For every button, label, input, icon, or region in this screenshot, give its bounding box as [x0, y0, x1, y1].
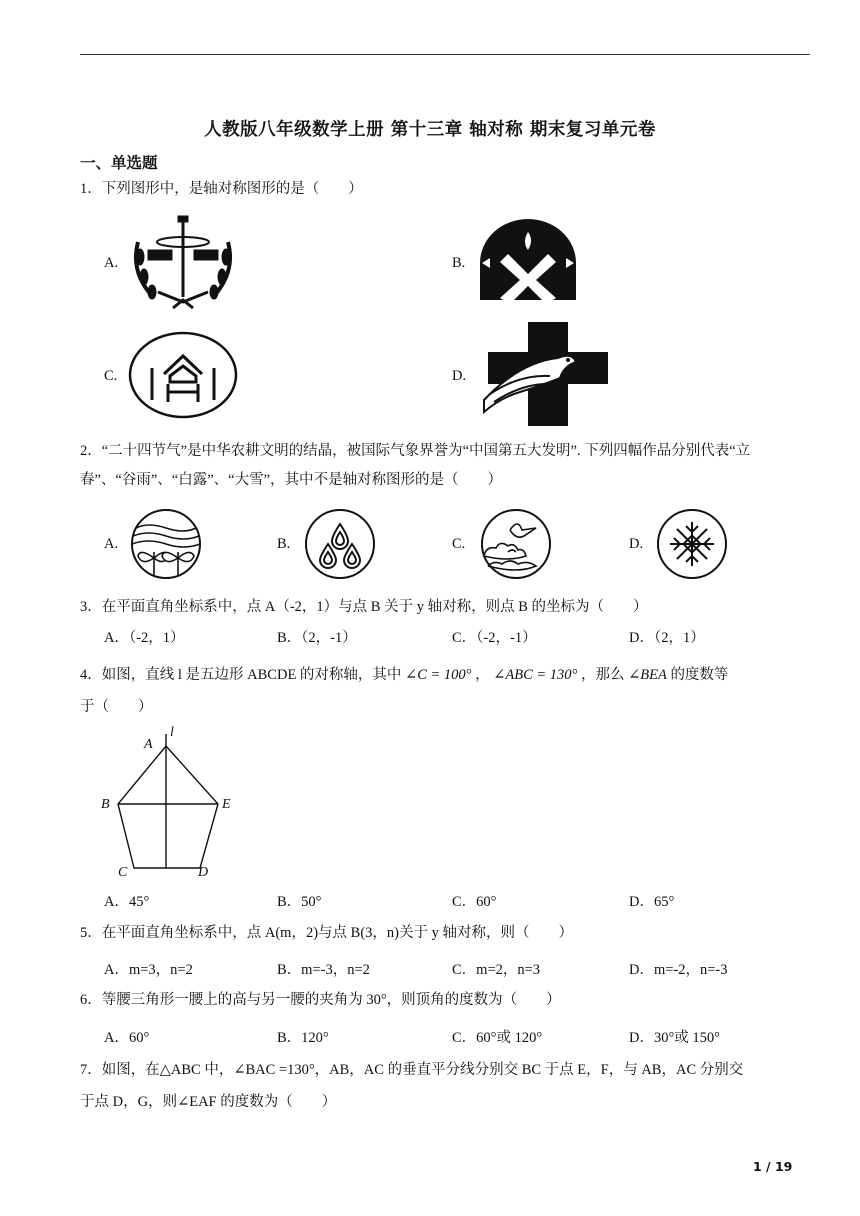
question-2-line-2: 春”、“谷雨”、“白露”、“大雪”，其中不是轴对称图形的是（ ）: [80, 472, 503, 488]
q6-option-d: D．30°或 150°: [629, 1030, 720, 1046]
q6-option-c: C．60°或 120°: [452, 1030, 543, 1046]
label-c: C: [118, 865, 128, 880]
label-b: B: [101, 797, 110, 812]
q2-option-b-label: B.: [277, 536, 291, 552]
question-4-line-2: 于（ ）: [80, 699, 153, 715]
question-3-stem: 3．在平面直角坐标系中，点 A（-2，1）与点 B 关于 y 轴对称，则点 B 的坐标为（ ）: [80, 599, 648, 615]
label-e: E: [222, 797, 231, 812]
q5-option-d: D．m=-2，n=-3: [629, 962, 728, 978]
q5-option-a: A．m=3，n=2: [104, 962, 193, 978]
q4-option-a: A．45°: [104, 894, 150, 910]
q2-grain-rain-drops-icon: [302, 508, 378, 580]
q6-option-b: B．120°: [277, 1030, 329, 1046]
q1-option-a-label: A.: [104, 255, 119, 271]
q4-pentagon-figure: [96, 722, 246, 882]
question-4-line-1: 4．如图，直线 l 是五边形 ABCDE 的对称轴，其中 ∠C = 100° ， ∠ABC = 130° ，那么 ∠BEA 的度数等: [80, 667, 729, 683]
header-rule: [80, 54, 810, 55]
emphasis-word-1: 不: [313, 472, 329, 488]
section-heading: 一、单选题: [80, 154, 158, 172]
q1-emblem-cross-bird-icon: [480, 322, 608, 426]
page-number: 1 / 19: [753, 1159, 793, 1174]
q6-option-a: A．60°: [104, 1030, 150, 1046]
q4-option-c: C．60°: [452, 894, 497, 910]
angle-abc-expression: ∠ABC = 130°: [493, 667, 578, 683]
q3-option-b: B．（2，-1）: [277, 630, 357, 646]
question-5-stem: 5．在平面直角坐标系中，点 A(m，2)与点 B(3，n)关于 y 轴对称，则（ ）: [80, 925, 573, 941]
q1-emblem-house-icon: [128, 330, 238, 420]
q1-option-b-label: B.: [452, 255, 466, 271]
question-7-line-2: 于点 D，G，则∠EAF 的度数为（ ）: [80, 1094, 337, 1110]
q1-option-d-label: D.: [452, 368, 467, 384]
question-2-line-1: 2．“二十四节气”是中华农耕文明的结晶，被国际气象界誉为“中国第五大发明”. 下列四幅作品分别代表“立: [80, 443, 751, 459]
q2-white-dew-bird-icon: [478, 508, 554, 580]
q2-option-d-label: D.: [629, 536, 644, 552]
q1-option-c-label: C.: [104, 368, 118, 384]
label-d: D: [198, 865, 209, 880]
q3-option-c: C．（-2，-1）: [452, 630, 537, 646]
q4-option-d: D．65°: [629, 894, 675, 910]
pentagon-abcde: [118, 746, 218, 868]
q2-option-a-label: A.: [104, 536, 119, 552]
q5-option-b: B．m=-3，n=2: [277, 962, 370, 978]
question-6-stem: 6．等腰三角形一腰上的高与另一腰的夹角为 30°，则顶角的度数为（ ）: [80, 992, 561, 1008]
page-title: 人教版八年级数学上册 第十三章 轴对称 期末复习单元卷: [204, 120, 656, 140]
label-a: A: [144, 737, 153, 752]
q2-spring-sprout-icon: [128, 508, 204, 580]
angle-c-expression: ∠C = 100°: [405, 667, 472, 683]
label-l: l: [170, 725, 174, 740]
q5-option-c: C．m=2，n=3: [452, 962, 541, 978]
question-7-line-1: 7．如图，在△ABC 中，∠BAC =130°，AB，AC 的垂直平分线分别交 BC 于点 E，F，与 AB，AC 分别交: [80, 1062, 744, 1078]
q3-option-d: D．（2，1）: [629, 630, 705, 646]
q3-option-a: A．（-2，1）: [104, 630, 185, 646]
q2-option-c-label: C.: [452, 536, 466, 552]
q1-emblem-wreath-icon: [128, 212, 238, 312]
q2-great-snow-snowflake-icon: [654, 508, 730, 580]
question-1-stem: 1．下列图形中，是轴对称图形的是（ ）: [80, 181, 363, 197]
emphasis-word-2: 是: [328, 472, 343, 488]
angle-bea-expression: ∠BEA: [628, 667, 667, 683]
q1-emblem-x-icon: [478, 218, 578, 310]
q4-option-b: B．50°: [277, 894, 322, 910]
